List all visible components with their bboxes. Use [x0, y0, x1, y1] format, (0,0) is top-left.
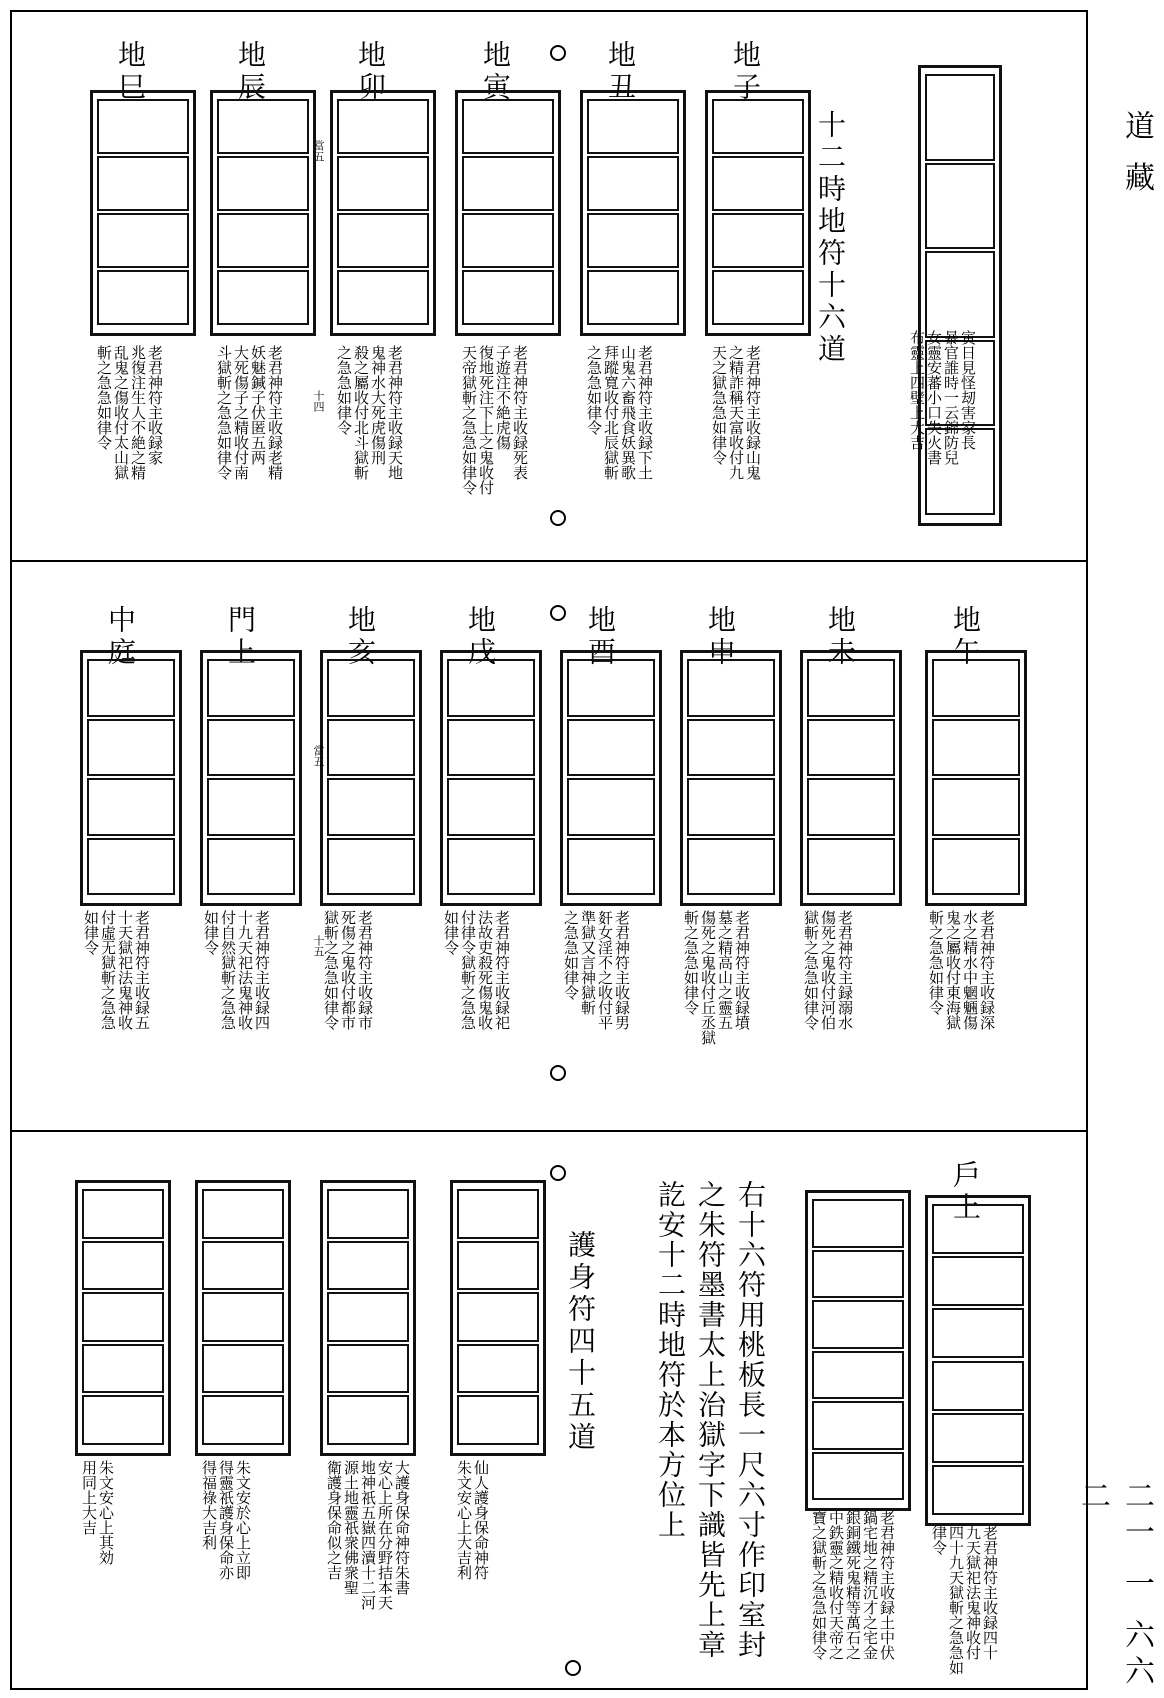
caption-line: 老君神符主收録市 — [356, 910, 374, 1030]
caption-line: 衛護身保命似之吉 — [325, 1460, 343, 1580]
glyph-block — [207, 719, 295, 777]
caption-line: 天之獄急急如律令 — [710, 345, 728, 465]
glyph-block — [462, 270, 554, 325]
talisman-glyph — [455, 90, 561, 336]
symbol-caption — [215, 345, 283, 480]
glyph-block — [327, 1344, 409, 1394]
caption-line: 十天獄祀法鬼神收 — [116, 910, 134, 1030]
glyph-block — [207, 659, 295, 717]
caption-line: 十九天祀法鬼神收 — [236, 910, 254, 1030]
section-divider-2 — [10, 1130, 1088, 1132]
symbol-caption — [930, 1525, 998, 1675]
symbol-heading: 門上 — [224, 605, 257, 669]
caption-line: 老君神符主收録天地 — [386, 345, 404, 480]
glyph-block — [97, 213, 189, 268]
caption-line: 傷死之鬼收付丘丞獄 — [699, 910, 717, 1045]
glyph-block — [457, 1241, 539, 1291]
glyph-block — [932, 1204, 1024, 1254]
glyph-block — [217, 99, 309, 154]
caption-line: 朱文安心上大吉利 — [455, 1460, 473, 1580]
caption-line: 天帝獄斬之急急如律令 — [460, 345, 478, 495]
margin-note: 十五 — [312, 935, 325, 957]
caption-line: 中鉄靈之精收付天帝之 — [827, 1510, 845, 1660]
caption-line: 大死傷子之精收付南 — [232, 345, 250, 480]
glyph-block — [567, 838, 655, 896]
caption-line: 之急急如律令 — [562, 910, 580, 1000]
glyph-block — [207, 778, 295, 836]
talisman-glyph — [925, 650, 1027, 906]
caption-line: 鍋宅地之精沉才之宅金 — [861, 1510, 879, 1660]
caption-line: 之精詐稱天富收付九 — [727, 345, 745, 480]
caption-line: 老君神符主收録山鬼 — [744, 345, 762, 480]
symbol-caption — [82, 910, 150, 1030]
glyph-block — [587, 270, 679, 325]
glyph-block — [812, 1199, 904, 1248]
glyph-block — [87, 719, 175, 777]
glyph-block — [337, 270, 429, 325]
glyph-block — [97, 99, 189, 154]
caption-line: 墓之精高山之靈五 — [716, 910, 734, 1030]
caption-line: 付自然獄斬之急急 — [219, 910, 237, 1030]
caption-line: 子遊注不絶虎傷 — [494, 345, 512, 450]
symbol-caption — [682, 910, 750, 1045]
caption-line: 之急急如律令 — [335, 345, 353, 435]
glyph-block — [462, 213, 554, 268]
glyph-block — [462, 156, 554, 211]
talisman-glyph — [800, 650, 902, 906]
caption-line: 乱鬼之傷收付太山獄 — [112, 345, 130, 480]
glyph-block — [447, 778, 535, 836]
margin-note: 十四 — [312, 390, 325, 412]
glyph-block — [807, 838, 895, 896]
glyph-block — [82, 1344, 164, 1394]
glyph-block — [337, 156, 429, 211]
caption-line: 老君神符主收録土中伏 — [878, 1510, 896, 1660]
talisman-glyph — [560, 650, 662, 906]
glyph-block — [712, 213, 804, 268]
symbol-heading: 地丑 — [604, 40, 637, 104]
caption-line: 姧女淫不之收付平 — [596, 910, 614, 1030]
symbol-heading: 地酉 — [584, 605, 617, 669]
glyph-block — [687, 659, 775, 717]
glyph-block — [82, 1241, 164, 1291]
caption-line: 老君神符主收録老精 — [266, 345, 284, 480]
glyph-block — [812, 1300, 904, 1349]
caption-line: 老君神符主收録四 — [253, 910, 271, 1030]
glyph-block — [932, 838, 1020, 896]
glyph-block — [807, 719, 895, 777]
caption-line: 如律令 — [442, 910, 460, 955]
caption-line: 斬之急急如律令 — [927, 910, 945, 1015]
section-title: 十二時地符十六道 — [814, 110, 847, 366]
glyph-block — [567, 778, 655, 836]
glyph-block — [925, 251, 995, 338]
symbol-caption — [80, 1460, 114, 1565]
ornament-circle — [550, 510, 566, 526]
caption-line: 死傷之鬼收付都市 — [339, 910, 357, 1030]
caption-line: 朱文安於心上立即 — [234, 1460, 252, 1580]
talisman-glyph — [440, 650, 542, 906]
glyph-block — [327, 659, 415, 717]
glyph-block — [567, 719, 655, 777]
talisman-glyph — [200, 650, 302, 906]
caption-line: 鬼之屬收付東海獄 — [944, 910, 962, 1030]
caption-line: 老君神符主收録五 — [133, 910, 151, 1030]
glyph-block — [202, 1241, 284, 1291]
talisman-glyph — [90, 90, 196, 336]
summary-line: 右十六符用桃板長一尺六寸作印室封 — [734, 1180, 767, 1660]
caption-line: 殺之屬收付北斗獄斬 — [352, 345, 370, 480]
caption-line: 如律令 — [82, 910, 100, 955]
symbol-heading: 戶上 — [949, 1160, 982, 1224]
summary-line: 訖安十二時地符於本方位上 — [654, 1180, 687, 1540]
caption-line: 兆復注生人不絶之精 — [129, 345, 147, 480]
caption-line: 鬼神水大死虎傷刑 — [369, 345, 387, 465]
caption-line: 法故吏殺死傷鬼收 — [476, 910, 494, 1030]
caption-line: 寶之獄斬之急急如律令 — [810, 1510, 828, 1660]
glyph-block — [457, 1292, 539, 1342]
symbol-heading: 地亥 — [344, 605, 377, 669]
symbol-caption — [710, 345, 761, 480]
symbol-heading: 中庭 — [104, 605, 137, 669]
symbol-heading: 地未 — [824, 605, 857, 669]
glyph-block — [687, 778, 775, 836]
symbol-heading: 地寅 — [479, 40, 512, 104]
glyph-block — [932, 1256, 1024, 1306]
caption-line: 老君神符主收録四十 — [981, 1525, 999, 1660]
glyph-block — [87, 659, 175, 717]
glyph-block — [217, 156, 309, 211]
caption-line: 斬之急急如律令 — [682, 910, 700, 1015]
glyph-block — [82, 1292, 164, 1342]
glyph-block — [217, 270, 309, 325]
symbol-caption — [455, 1460, 489, 1580]
glyph-block — [447, 659, 535, 717]
glyph-block — [202, 1395, 284, 1445]
glyph-block — [932, 719, 1020, 777]
symbol-heading: 地辰 — [234, 40, 267, 104]
talisman-glyph — [80, 650, 182, 906]
talisman-glyph — [320, 1180, 416, 1456]
glyph-block — [932, 659, 1020, 717]
symbol-caption — [95, 345, 163, 480]
symbol-caption — [322, 910, 373, 1030]
section-title: 護身符四十五道 — [564, 1230, 597, 1454]
caption-line: 斗獄斬之急急如律令 — [215, 345, 233, 480]
caption-line: 四十九天獄斬之急急如 — [947, 1525, 965, 1675]
talisman-glyph — [330, 90, 436, 336]
caption-line: 寅日見怪刼害家長 — [959, 330, 977, 450]
glyph-block — [97, 270, 189, 325]
page-number: 二一 一 六六二 — [1075, 1480, 1154, 1692]
caption-line: 付律令獄斬之急急 — [459, 910, 477, 1030]
glyph-block — [587, 99, 679, 154]
caption-line: 女靈安蕃小口失火書 — [925, 330, 943, 465]
glyph-block — [337, 213, 429, 268]
glyph-block — [925, 74, 995, 161]
glyph-block — [327, 778, 415, 836]
caption-line: 老君神符主録溺水 — [836, 910, 854, 1030]
caption-line: 之急急如律令 — [585, 345, 603, 435]
caption-line: 老君神符主收録死表 — [511, 345, 529, 480]
symbol-caption — [802, 910, 853, 1030]
caption-line: 水之精水中魍魎傷 — [961, 910, 979, 1030]
section-divider-1 — [10, 560, 1088, 562]
glyph-block — [82, 1395, 164, 1445]
caption-line: 九天獄祀法鬼神收付 — [964, 1525, 982, 1660]
symbol-heading: 地卯 — [354, 40, 387, 104]
glyph-block — [202, 1189, 284, 1239]
caption-line: 銀銅鐵死鬼精等萬石之 — [844, 1510, 862, 1660]
talisman-glyph — [450, 1180, 546, 1456]
glyph-block — [87, 838, 175, 896]
symbol-caption — [810, 1510, 895, 1660]
glyph-block — [687, 719, 775, 777]
glyph-block — [932, 1308, 1024, 1358]
glyph-block — [587, 156, 679, 211]
glyph-block — [327, 1241, 409, 1291]
caption-line: 獄斬之急急如律令 — [802, 910, 820, 1030]
glyph-block — [87, 778, 175, 836]
glyph-block — [327, 719, 415, 777]
glyph-block — [327, 838, 415, 896]
symbol-caption — [335, 345, 403, 480]
talisman-glyph — [75, 1180, 171, 1456]
caption-line: 復地死注下上之鬼收付 — [477, 345, 495, 495]
caption-line: 仙人護身保命神符 — [472, 1460, 490, 1580]
ornament-circle — [550, 1065, 566, 1081]
caption-line: 老君神符主收録下土 — [636, 345, 654, 480]
caption-line: 得靈祇護身保命亦 — [217, 1460, 235, 1580]
caption-line: 獄斬之急急如律令 — [322, 910, 340, 1030]
glyph-block — [207, 838, 295, 896]
caption-line: 源土地靈祇衆佛衆聖 — [342, 1460, 360, 1595]
summary-line: 之朱符墨書太上治獄字下識皆先上章 — [694, 1180, 727, 1660]
symbol-heading: 地申 — [704, 605, 737, 669]
caption-line: 大護身保命神符朱書 — [393, 1460, 411, 1595]
caption-line: 斬之急急如律令 — [95, 345, 113, 450]
caption-line: 傷死之鬼收付河伯 — [819, 910, 837, 1030]
symbol-caption — [202, 910, 270, 1030]
collection-title: 道 藏 — [1119, 110, 1154, 198]
glyph-block — [457, 1344, 539, 1394]
glyph-block — [202, 1344, 284, 1394]
symbol-heading: 地巳 — [114, 40, 147, 104]
symbol-heading: 地午 — [949, 605, 982, 669]
caption-line: 準獄又言神獄斬 — [579, 910, 597, 1015]
glyph-block — [457, 1189, 539, 1239]
glyph-block — [932, 778, 1020, 836]
glyph-block — [97, 156, 189, 211]
glyph-block — [82, 1189, 164, 1239]
ornament-circle — [550, 605, 566, 621]
caption-line: 用同上大吉 — [80, 1460, 98, 1535]
caption-line: 山鬼六畜飛食妖異歌 — [619, 345, 637, 480]
caption-line: 如律令 — [202, 910, 220, 955]
symbol-caption — [460, 345, 528, 495]
glyph-block — [925, 163, 995, 250]
glyph-block — [812, 1351, 904, 1400]
talisman-glyph — [320, 650, 422, 906]
glyph-block — [337, 99, 429, 154]
margin-note: 當五 — [312, 140, 325, 162]
talisman-glyph — [925, 1195, 1031, 1526]
glyph-block — [807, 778, 895, 836]
glyph-block — [687, 838, 775, 896]
talisman-glyph — [805, 1190, 911, 1511]
glyph-block — [812, 1250, 904, 1299]
glyph-block — [712, 270, 804, 325]
glyph-block — [327, 1189, 409, 1239]
glyph-block — [447, 838, 535, 896]
seal-caption — [908, 330, 976, 465]
talisman-glyph — [210, 90, 316, 336]
glyph-block — [567, 659, 655, 717]
symbol-caption — [200, 1460, 251, 1580]
glyph-block — [812, 1401, 904, 1450]
caption-line: 老君神符主收録墳 — [733, 910, 751, 1030]
talisman-glyph — [580, 90, 686, 336]
glyph-block — [327, 1395, 409, 1445]
glyph-block — [217, 213, 309, 268]
glyph-block — [812, 1452, 904, 1501]
caption-line: 安心上所在分野拮本天 — [376, 1460, 394, 1610]
talisman-glyph — [680, 650, 782, 906]
caption-line: 老君神符主收録家 — [146, 345, 164, 465]
glyph-block — [587, 213, 679, 268]
caption-line: 暴官誰時一云錦防兒 — [942, 330, 960, 465]
symbol-caption — [325, 1460, 410, 1610]
symbol-heading: 地戌 — [464, 605, 497, 669]
glyph-block — [327, 1292, 409, 1342]
caption-line: 老君神符主收録深 — [978, 910, 996, 1030]
symbol-caption — [585, 345, 653, 480]
caption-line: 拜蹤寬收付北辰獄斬 — [602, 345, 620, 480]
ornament-circle — [550, 1165, 566, 1181]
glyph-block — [447, 719, 535, 777]
glyph-block — [807, 659, 895, 717]
caption-line: 朱文安心上其効 — [97, 1460, 115, 1565]
caption-line: 妖魅鍼子伏匿五两 — [249, 345, 267, 465]
glyph-block — [932, 1413, 1024, 1463]
glyph-block — [462, 99, 554, 154]
caption-line: 地神祇五嶽四瀆十二河 — [359, 1460, 377, 1610]
symbol-caption — [562, 910, 630, 1030]
margin-note: 當五 — [312, 745, 325, 767]
glyph-block — [202, 1292, 284, 1342]
talisman-glyph — [705, 90, 811, 336]
summary-text — [650, 1180, 770, 1660]
ornament-circle — [550, 45, 566, 61]
caption-line: 布靈上四壁上大吉 — [908, 330, 926, 450]
talisman-glyph — [195, 1180, 291, 1456]
caption-line: 得福祿大吉利 — [200, 1460, 218, 1550]
symbol-caption — [442, 910, 510, 1030]
glyph-block — [932, 1465, 1024, 1515]
glyph-block — [712, 156, 804, 211]
glyph-block — [932, 1361, 1024, 1411]
caption-line: 老君神符主收録男 — [613, 910, 631, 1030]
caption-line: 付虛无獄斬之急急 — [99, 910, 117, 1030]
caption-line: 律令 — [930, 1525, 948, 1555]
caption-line: 老君神符主收録祀 — [493, 910, 511, 1030]
glyph-block — [457, 1395, 539, 1445]
symbol-caption — [927, 910, 995, 1030]
symbol-heading: 地子 — [729, 40, 762, 104]
ornament-circle — [565, 1660, 581, 1676]
glyph-block — [712, 99, 804, 154]
